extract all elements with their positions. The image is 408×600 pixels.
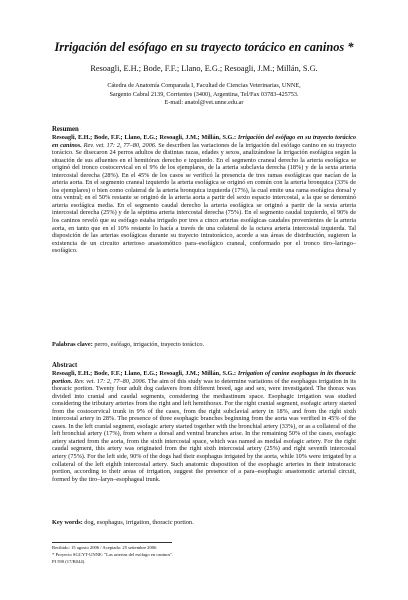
affiliation (20, 82, 388, 108)
abstract-body (52, 370, 356, 483)
abstract-heading: Abstract (52, 362, 78, 369)
resumen-citation-title: Irrigación del esófago en su trayecto torácico en caninos. (52, 134, 356, 149)
abstract-text: The aim of this study was to determine variations of the esophagus irrigation in its thoracic portion. Twenty four adult dog cadavers from different breed, age and sex, were investigated. The thorax was divided into cranial and caudal segments, considering the mediastinum space. Esophagic irrigation was studied considering the tributary arteries from the right and left hemithorax. For the right cranial segment, esofagic artery started from the costocervical trunk in 9% of the cases, from the right subclavial artery in 18%, and from the right sixth intercostal artery in 28%. The presence of three esophagic branches beginning from the aorta was verified in 45% of the cases. In the left cranial segment, esofagic artery started together with the bronchial artery (33%), or as a collateral of the left bronchial artery (17%), from where a dorsal and ventral branches arise. In the remaining 50% of the cases, esofagic artery started from the aorta, from the sixth intercostal space, which was named as medial esofagic artery. For the right caudal segment, this artery was originated from the right sixth intercostal artery (25%) and right seventh intercostal artery (75%). For the left side, 90% of the dogs had their esophagus irrigated by the aorta, while 10% were irrigated by a collateral of the left eighth intercostal artery. Such anatomic disposition of the esophagic arteries in their intratoracic portion, according to their areas of irrigation, suggest the presence of a para–esophagic anastomotic arterial circuit, formed by the tiro–laryn–esophageal trunk. (52, 377, 357, 483)
palabras-clave-text: perro, esófago, irrigación, trayecto torácico. (94, 341, 205, 348)
abstract-section (52, 362, 356, 483)
received-dates: Recibido: 15 agosto 2006 / Aceptado: 25 setiembre 2006 (52, 545, 157, 550)
abstract-citation-title: Irrigation of canine esophagus in its thoracic portion. (52, 370, 357, 385)
resumen-heading: Resumen (52, 126, 79, 133)
author-list: Resoagli, E.H.; Bode, F.F.; Llano, E.G.; Resoagli, J.M.; Millán, S.G. (90, 64, 318, 73)
footnotes (52, 545, 173, 565)
footnote-divider (52, 542, 172, 543)
palabras-clave (52, 341, 356, 349)
resumen-text: Se describen las variaciones de la irrigación del esófago canino en su trayecto torácico. Se disecaron 24 perros adultos de distintas razas, edades y sexos, analizándose la irrigación esofágica según la situación de sus afluentes en el hemitórax derecho e izquierdo. En el segmento craneal derecho la arteria esofágica se originó del tronco costocervical en el 9% de los ejemplares, de la arteria subclavia derecha (18%) y de la sexta arteria intercostal derecha (28%). En el 45% de los casos se verificó la presencia de tres ramas esofágicas que nacían de la arteria aorta. En el segmento craneal izquierdo la arteria esofágica se originó en común con la arteria bronquica (33% de los ejemplares) o bien como colateral de la arteria bronquica izquierda (17%), la cual emite una rama esofágica dorsal y otra ventral; en el 50% restante se originó de la arteria aorta a partir del sexto espacio intercostal, a la que se denominó arteria esofágica media. En el segmento caudal derecho la arteria esofágica se originó a partir de la sexta arteria intercostal derecha (25%) y de la séptima arteria intercostal derecha (75%). En el segmento caudal izquierdo, el 90% de los caninos reveló que su esófago estaba irrigado por tres a cinco arterias esofágicas caudales provenientes de la arteria aorta, en tanto que en el 10% restante lo hacía a través de una colateral de la octava arteria intercostal izquierda. Tal disposición de las arterias esofágicas durante su trayecto intratorácico, acorde a sus áreas de distribución, sugieren la existencia de un circuito arterioso anastomótico para–esofágico craneal, conformado por el tronco tiro–laringo–esofágico. (52, 141, 357, 255)
palabras-clave-label: Palabras clave: (52, 341, 93, 348)
resumen-section (52, 126, 356, 255)
key-words-text: dog, esophagus, irrigation, thoracic portion. (84, 519, 194, 526)
affiliation-line-1: Cátedra de Anatomía Comparada I, Facultad de Ciencias Veterinarias, UNNE, (107, 82, 301, 89)
abstract-citation-ref: Rev. vet. 17: 2, 77–80, 2006. (74, 377, 147, 385)
affiliation-email: E-mail: anatol@vet.unne.edu.ar (164, 99, 244, 106)
project-code: PI 590 (17/B044). (52, 558, 86, 564)
resumen-citation-ref: Rev. vet. 17: 2, 77–80, 2006. (83, 141, 157, 149)
abstract-citation-authors: Resoagli, E.H.; Bode, F.F.; Llano, E.G.; Resoagli, J.M.; Millán, S.G.: (52, 370, 237, 377)
affiliation-line-2: Sargento Cabral 2139, Corrientes (3400), Argentina, Tel/Fax 03783-425753. (109, 90, 299, 98)
resumen-citation-authors: Resoagli, E.H.; Bode, F.F.; Llano, E.G.; Resoagli, J.M.; Millán, S.G.: (52, 134, 237, 141)
project-note: * Proyecto SGCYT-UNNE: "Las arterias del esófago en caninos". (52, 551, 174, 557)
key-words-label: Key words: (52, 519, 83, 526)
key-words (52, 519, 356, 527)
paper-title: Irrigación del esófago en su trayecto torácico en caninos * (54, 40, 354, 54)
resumen-body (52, 134, 356, 255)
